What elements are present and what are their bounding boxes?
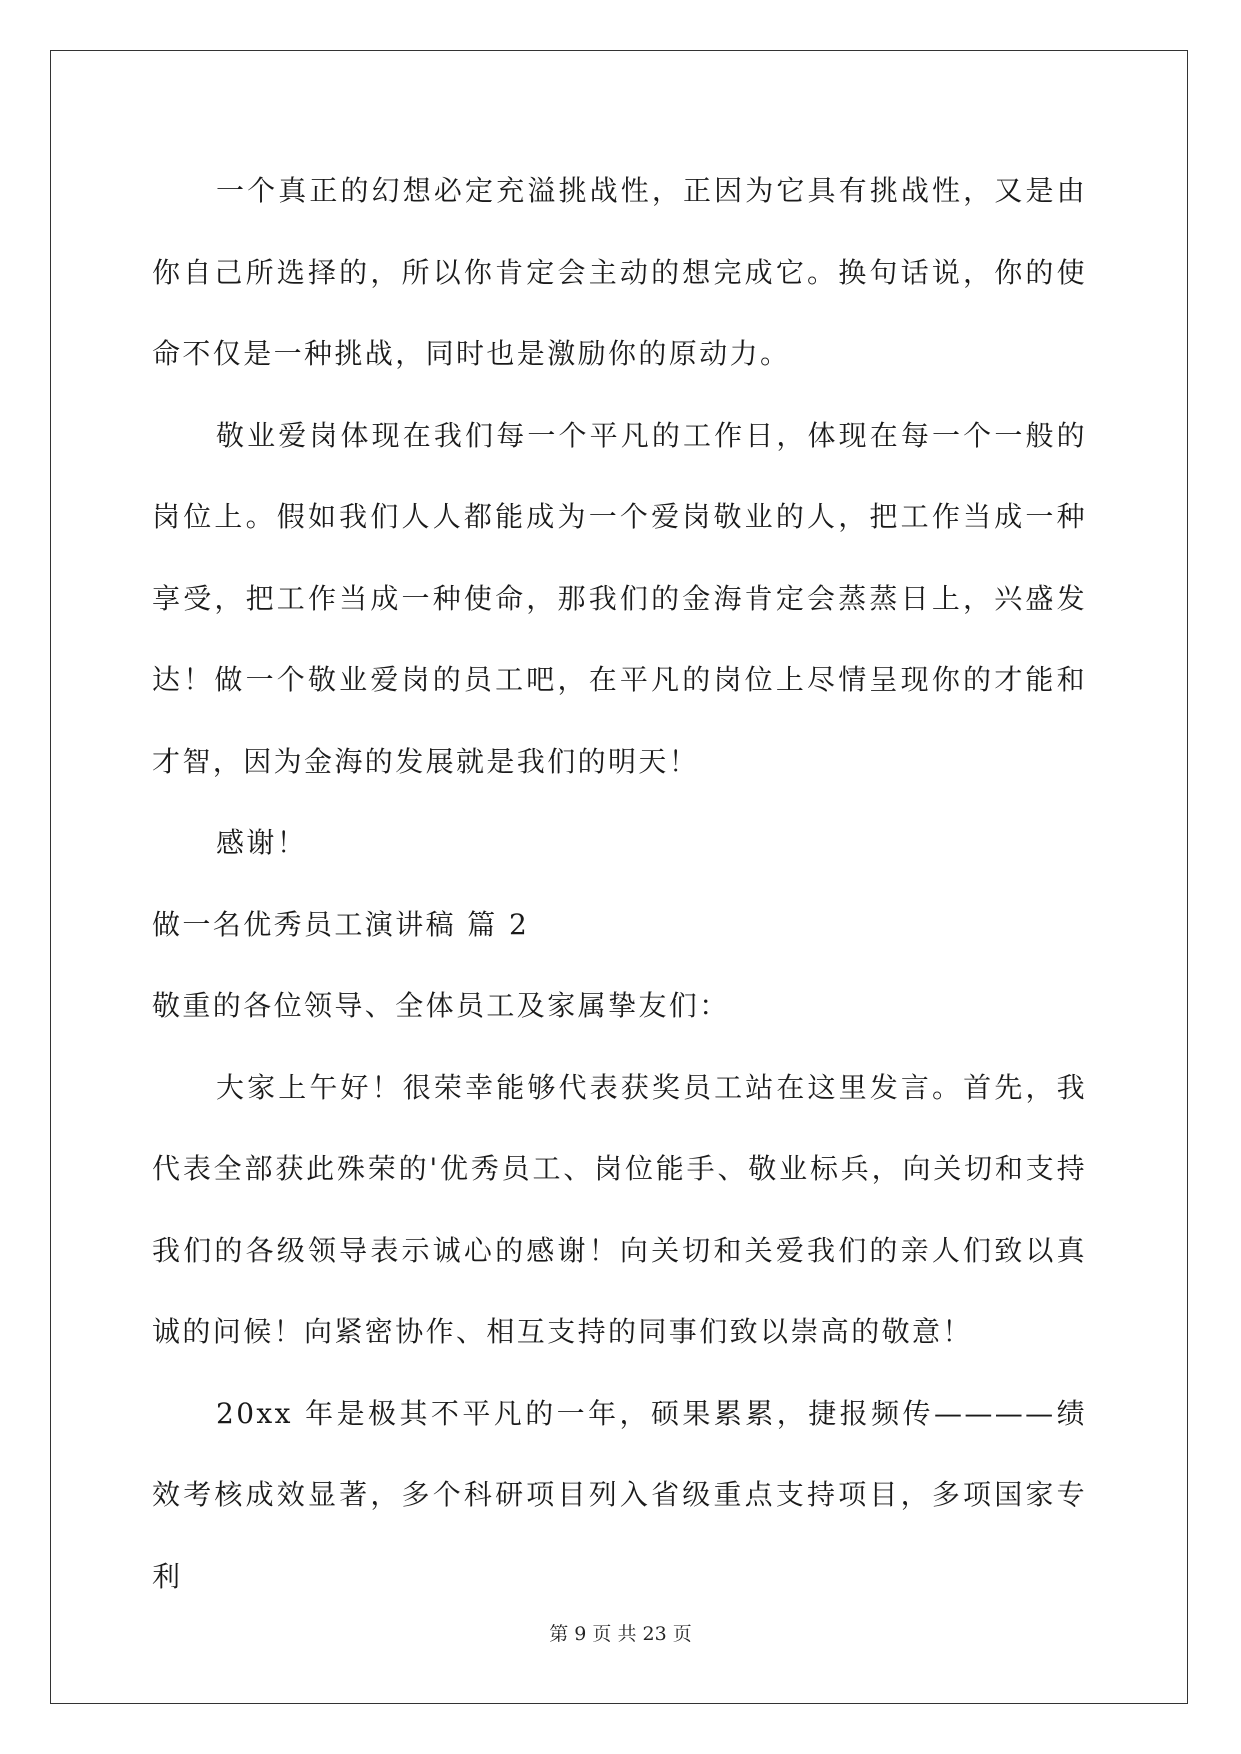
paragraph-thanks: 感谢！ bbox=[216, 826, 308, 859]
paragraph-ambition: 一个真正的幻想必定充溢挑战性，正因为它具有挑战性，又是由你自己所选择的，所以你肯定会主动的想完成它。换句话说，你的使命不仅是一种挑战，同时也是激励你的原动力。 bbox=[152, 174, 1087, 370]
paragraph-dedication: 敬业爱岗体现在我们每一个平凡的工作日，体现在每一个一般的岗位上。假如我们人人都能成为一个爱岗敬业的人，把工作当成一种享受，把工作当成一种使命，那我们的金海肯定会蒸蒸日上，兴盛发达！做一个敬业爱岗的员工吧，在平凡的岗位上尽情呈现你的才能和才智，因为金海的发展就是我们的明天！ bbox=[152, 418, 1087, 778]
salutation: 敬重的各位领导、全体员工及家属挚友们： bbox=[152, 989, 730, 1022]
page-number-footer: 第 9 页 共 23 页 bbox=[549, 1623, 692, 1645]
document-body bbox=[152, 150, 1087, 1617]
paragraph-greeting: 大家上午好！很荣幸能够代表获奖员工站在这里发言。首先，我代表全部获此殊荣的'优秀员工、岗位能手、敬业标兵，向关切和支持我们的各级领导表示诚心的感谢！向关切和关爱我们的亲人们致以真诚的问候！向紧密协作、相互支持的同事们致以崇高的敬意！ bbox=[152, 1070, 1087, 1348]
paragraph-achievements: 20xx 年是极其不平凡的一年，硕果累累，捷报频传————绩效考核成效显著，多个科研项目列入省级重点支持项目，多项国家专利 bbox=[152, 1396, 1087, 1593]
section-heading: 做一名优秀员工演讲稿 篇 2 bbox=[152, 907, 530, 941]
